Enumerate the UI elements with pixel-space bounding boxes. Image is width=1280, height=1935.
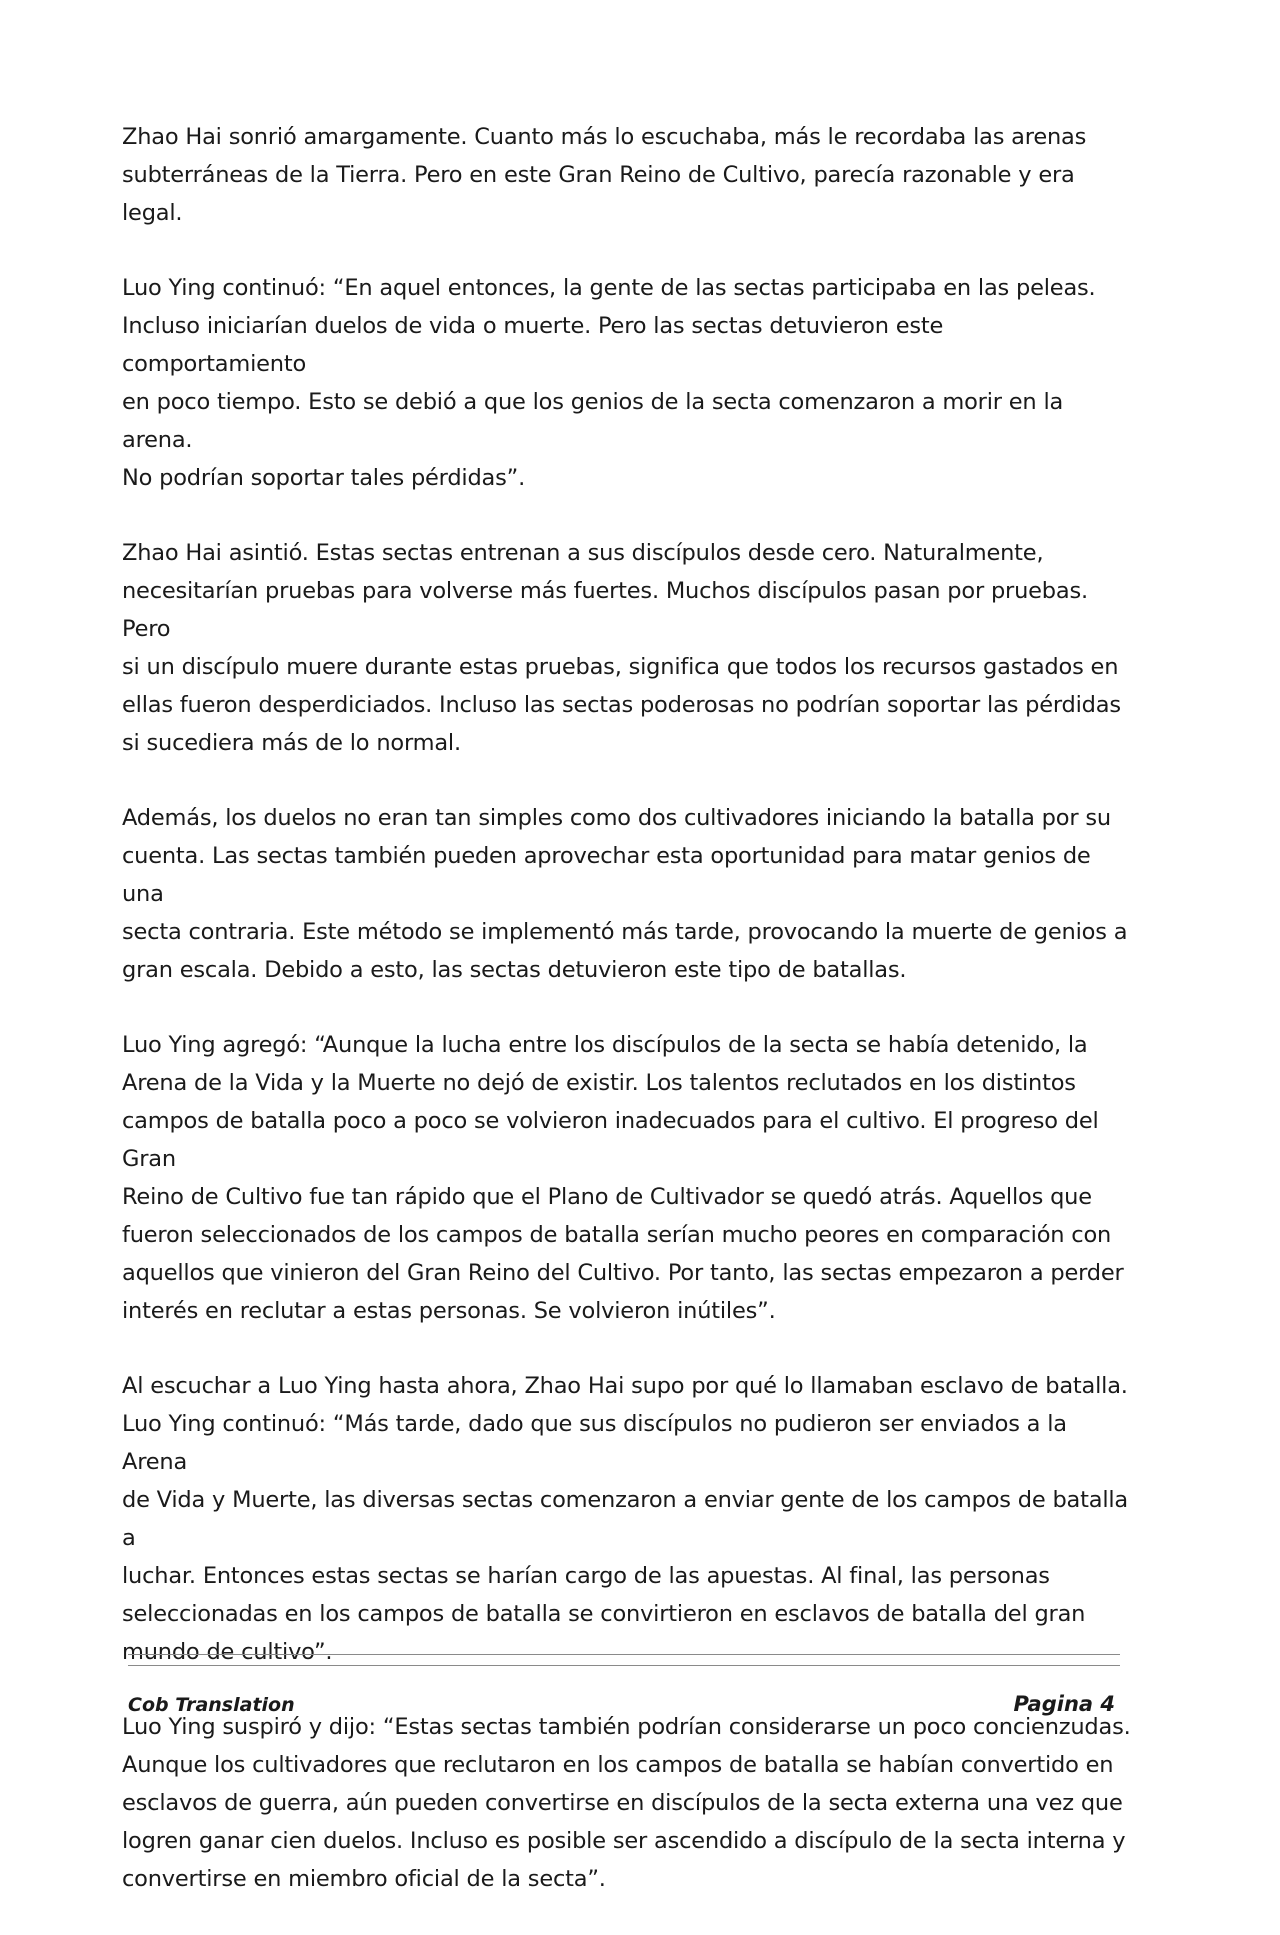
paragraph: Luo Ying agregó: “Aunque la lucha entre los discípulos de la secta se había detenido, la Arena de la Vida y la Muerte no dejó de existir. Los talentos reclutados en los distintos campos de batalla poco a poco se volvieron inadecuados para el cultivo. El progreso del Gran Reino de Cultivo fue tan rápido que el Plano de Cultivador se quedó atrás. Aquellos que fueron seleccionados de los campos de batalla serían mucho peores en comparación con aquellos que vinieron del Gran Reino del Cultivo. Por tanto, las sectas empezaron a perder interés en reclutar a estas personas. Se volvieron inútiles”. (122, 1032, 1124, 1324)
footer-publisher: Cob Translation (128, 1694, 295, 1716)
paragraph: Luo Ying suspiró y dijo: “Estas sectas también podrían considerarse un poco concienzudas. Aunque los cultivadores que reclutaron en los campos de batalla se habían convertido en esclavos de guerra, aún pueden convertirse en discípulos de la secta externa una vez que logren ganar cien duelos. Incluso es posible ser ascendido a discípulo de la secta interna y convertirse en miembro oficial de la secta”. (122, 1714, 1131, 1892)
document-body (122, 118, 1132, 1935)
footer-divider-bottom (128, 1665, 1120, 1666)
paragraph: Zhao Hai sonrió amargamente. Cuanto más lo escuchaba, más le recordaba las arenas subterráneas de la Tierra. Pero en este Gran Reino de Cultivo, parecía razonable y era legal. (122, 124, 1087, 226)
footer-divider-top (128, 1654, 1120, 1655)
paragraph: Zhao Hai asintió. Estas sectas entrenan a sus discípulos desde cero. Naturalmente, necesitarían pruebas para volverse más fuertes. Muchos discípulos pasan por pruebas. Pero si un discípulo muere durante estas pruebas, significa que todos los recursos gastados en ellas fueron desperdiciados. Incluso las sectas poderosas no podrían soportar las pérdidas si sucediera más de lo normal. (122, 540, 1121, 756)
paragraph: Además, los duelos no eran tan simples como dos cultivadores iniciando la batalla por su cuenta. Las sectas también pueden aprovechar esta oportunidad para matar genios de una secta contraria. Este método se implementó más tarde, provocando la muerte de genios a gran escala. Debido a esto, las sectas detuvieron este tipo de batallas. (122, 805, 1128, 983)
paragraph: Luo Ying continuó: “En aquel entonces, la gente de las sectas participaba en las peleas. Incluso iniciarían duelos de vida o muerte. Pero las sectas detuvieron este comportamiento en poco tiempo. Esto se debió a que los genios de la secta comenzaron a morir en la arena. No podrían soportar tales pérdidas”. (122, 275, 1096, 491)
footer-page-number: Pagina 4 (1013, 1692, 1115, 1716)
paragraph: Al escuchar a Luo Ying hasta ahora, Zhao Hai supo por qué lo llamaban esclavo de batalla. Luo Ying continuó: “Más tarde, dado que sus discípulos no pudieron ser enviados a la Arena de Vida y Muerte, las diversas sectas comenzaron a enviar gente de los campos de batalla a luchar. Entonces estas sectas se harían cargo de las apuestas. Al final, las personas seleccionadas en los campos de batalla se convirtieron en esclavos de batalla del gran mundo de cultivo”. (122, 1373, 1129, 1665)
